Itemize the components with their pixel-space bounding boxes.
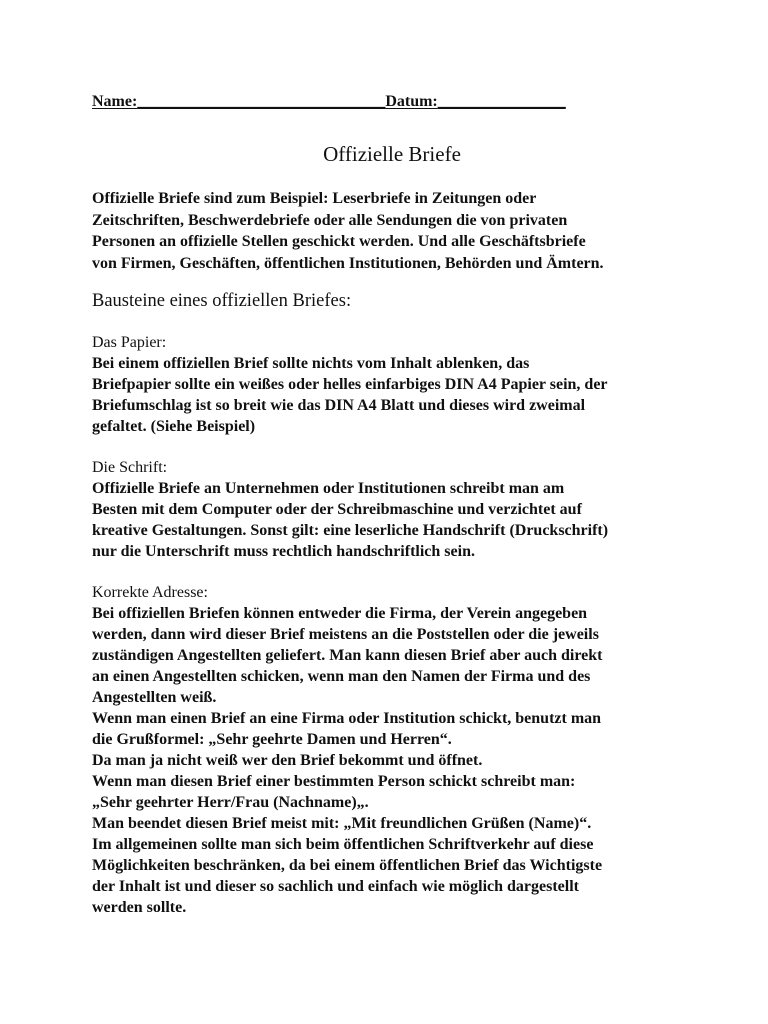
section-label: Die Schrift: [92,459,168,476]
body-line: nur die Unterschrift muss rechtlich handschriftlich sein. [92,543,475,560]
name-blank-line: _______________________________ [137,93,386,110]
body-line: Wenn man diesen Brief einer bestimmten Person schickt schreibt man: [92,773,576,790]
page-title: Offizielle Briefe [323,142,461,166]
section-font [92,457,692,562]
body-line: gefaltet. (Siehe Beispiel) [92,418,256,435]
intro-line: von Firmen, Geschäften, öffentlichen Institutionen, Behörden und Ämtern. [92,254,604,272]
section-body [92,353,692,437]
body-line: an einen Angestellten schicken, wenn man den Namen der Firma und des [92,668,591,685]
body-line: werden, dann wird dieser Brief meistens an die Poststellen oder die jeweils [92,626,599,643]
body-line: Man beendet diesen Brief meist mit: „Mit freundlichen Grüßen (Name)“. [92,815,592,832]
date-blank-line: ________________ [437,93,566,110]
body-line: Offizielle Briefe an Unternehmen oder Institutionen schreibt man am [92,480,565,497]
name-label: Name: [92,93,138,110]
document-page [92,92,692,918]
section-label: Korrekte Adresse: [92,584,208,601]
intro-paragraph [92,188,692,274]
intro-line: Zeitschriften, Beschwerdebriefe oder alle Sendungen die von privaten [92,211,568,229]
section-address [92,582,692,918]
body-line: Bei einem offiziellen Brief sollte nichts vom Inhalt ablenken, das [92,355,530,372]
body-line: Besten mit dem Computer oder der Schreibmaschine und verzichtet auf [92,501,582,518]
date-label: Datum: [385,93,438,110]
body-line: zuständigen Angestellten geliefert. Man kann diesen Brief aber auch direkt [92,647,603,664]
section-body [92,478,692,562]
name-date-header [92,92,692,112]
body-line: Bei offiziellen Briefen können entweder die Firma, der Verein angegeben [92,605,588,622]
intro-line: Personen an offizielle Stellen geschickt werden. Und alle Geschäftsbriefe [92,233,586,250]
body-line: Angestellten weiß. [92,689,217,706]
section-label: Das Papier: [92,334,167,351]
body-line: Wenn man einen Brief an eine Firma oder Institution schickt, benutzt man [92,710,602,727]
body-line: Briefpapier sollte ein weißes oder helles einfarbiges DIN A4 Papier sein, der [92,376,608,393]
body-line: Im allgemeinen sollte man sich beim öffentlichen Schriftverkehr auf diese [92,836,594,853]
body-line: der Inhalt ist und dieser so sachlich und einfach wie möglich dargestellt [92,878,579,895]
section-heading: Bausteine eines offiziellen Briefes: [92,291,352,311]
body-line: Möglichkeiten beschränken, da bei einem öffentlichen Brief das Wichtigste [92,857,603,874]
body-line: Da man ja nicht weiß wer den Brief bekommt und öffnet. [92,752,483,769]
section-body [92,603,692,918]
body-line: die Grußformel: „Sehr geehrte Damen und Herren“. [92,731,452,748]
intro-line: Offizielle Briefe sind zum Beispiel: Leserbriefe in Zeitungen oder [92,190,537,207]
section-paper [92,332,692,437]
body-line: Briefumschlag ist so breit wie das DIN A4 Blatt und dieses wird zweimal [92,397,586,414]
body-line: kreative Gestaltungen. Sonst gilt: eine leserliche Handschrift (Druckschrift) [92,522,609,539]
body-line: werden sollte. [92,899,187,916]
body-line: „Sehr geehrter Herr/Frau (Nachname)„. [92,794,369,811]
